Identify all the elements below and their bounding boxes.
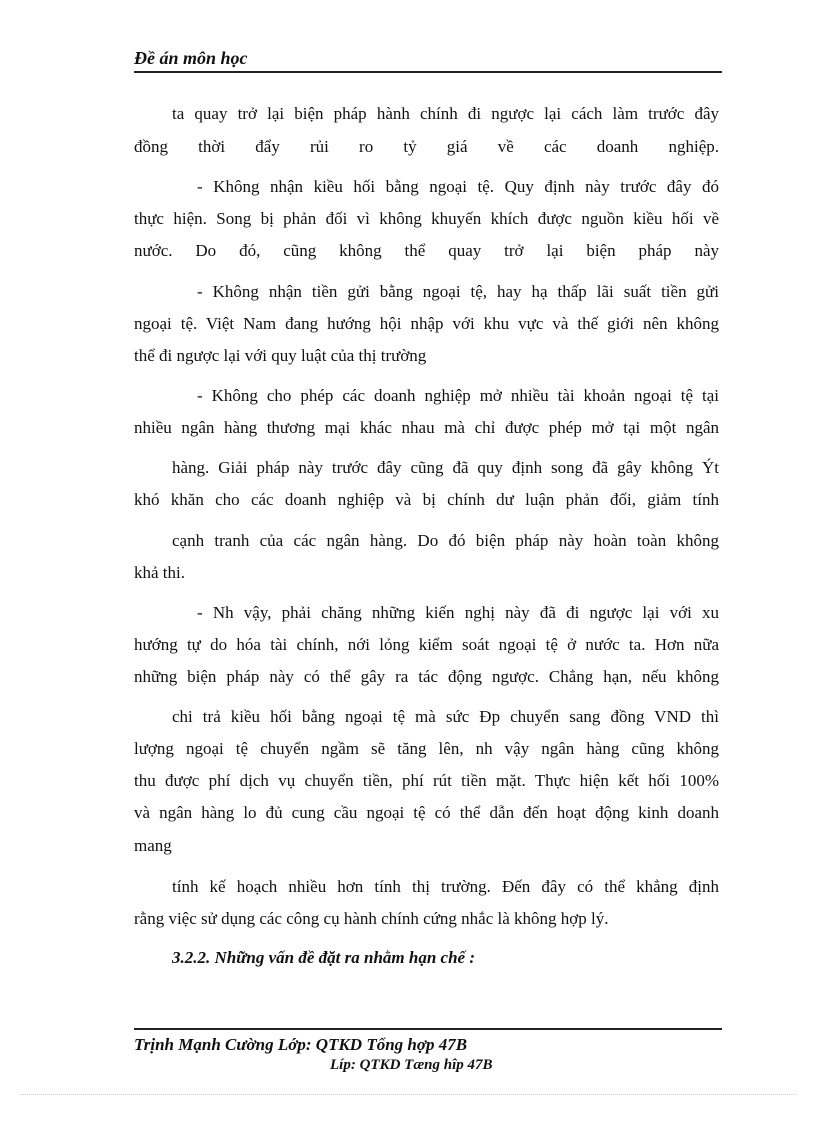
text-line: thực hiện. Song bị phản đối vì không khuyến khích được nguồn kiều hối về [134, 209, 719, 228]
text-line: thu được phí dịch vụ chuyển tiền, phí rút tiền mặt. Thực hiện kết hối 100% [134, 771, 719, 790]
text-line: nhiều ngân hàng thương mại khác nhau mà chỉ được phép mở tại một ngân [134, 418, 719, 437]
text-line: - Không nhận tiền gửi bằng ngoại tệ, hay hạ thấp lãi suất tiền gửi [197, 282, 719, 301]
text-line: hướng tự do hóa tài chính, nới lỏng kiểm soát ngoại tệ ở nước ta. Hơn nữa [134, 635, 719, 654]
text-line: ngoại tệ. Việt Nam đang hướng hội nhập với khu vực và thế giới nên không [134, 314, 719, 333]
document-header-title: Đề án môn học [134, 48, 248, 68]
text-line: - Không nhận kiều hối bằng ngoại tệ. Quy định này trước đây đó [197, 177, 719, 196]
text-line: tính kế hoạch nhiều hơn tính thị trường. Đến đây có thể khẳng định [172, 877, 719, 896]
text-line: khó khăn cho các doanh nghiệp và bị chính dư luận phản đối, giảm tính [134, 490, 719, 509]
text-line: rằng việc sử dụng các công cụ hành chính cứng nhắc là không hợp lý. [134, 909, 609, 928]
page-bottom-dotted-border [20, 1094, 796, 1095]
text-line: ta quay trở lại biện pháp hành chính đi ngược lại cách làm trước đây [172, 104, 719, 123]
text-line: mang [134, 836, 172, 855]
text-line: - Nh vậy, phải chăng những kiến nghị này đã đi ngược lại với xu [197, 603, 719, 622]
text-line: những biện pháp này có thể gây ra tác động ngược. Chẳng hạn, nếu không [134, 667, 719, 686]
section-heading: 3.2.2. Những vấn đề đặt ra nhằm hạn chế : [172, 948, 476, 967]
text-line: và ngân hàng lo đủ cung cầu ngoại tệ có thể dẫn đến hoạt động kinh doanh [134, 803, 719, 822]
text-line: thể đi ngược lại với quy luật của thị trường [134, 346, 427, 365]
text-line: - Không cho phép các doanh nghiệp mở nhiều tài khoản ngoại tệ tại [197, 386, 719, 405]
text-line: nước. Do đó, cũng không thể quay trở lại biện pháp này [134, 241, 719, 260]
text-line: đồng thời đẩy rủi ro tỷ giá về các doanh nghiệp. [134, 137, 719, 156]
text-line: hàng. Giải pháp này trước đây cũng đã quy định song đã gây không Ýt [172, 458, 719, 477]
footer-author-class: Trịnh Mạnh Cường Lớp: QTKD Tổng hợp 47B [134, 1035, 468, 1054]
text-line: lượng ngoại tệ chuyển ngầm sẽ tăng lên, nh vậy ngân hàng cũng không [134, 739, 719, 758]
footer-class-garbled: Líp: QTKD Tæng hîp 47B [330, 1057, 493, 1073]
text-line: chi trả kiều hối bằng ngoại tệ mà sức Ðp chuyển sang đồng VND thì [172, 707, 719, 726]
footer-rule [134, 1028, 722, 1030]
header-rule [134, 71, 722, 73]
text-line: cạnh tranh của các ngân hàng. Do đó biện pháp này hoàn toàn không [172, 531, 719, 550]
text-line: khả thi. [134, 563, 185, 582]
